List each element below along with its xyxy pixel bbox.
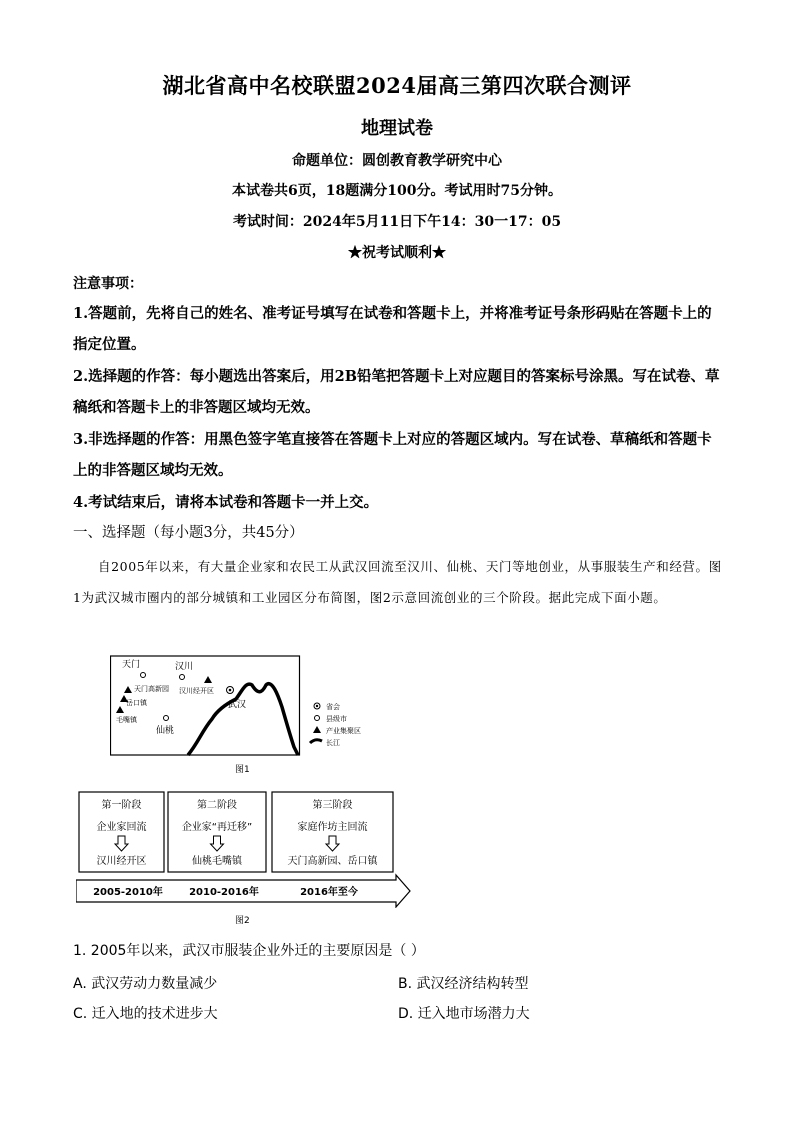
stage-3-name: 第三阶段 <box>312 800 353 811</box>
section-heading: 一、选择题（每小题3分，共45分） <box>73 525 304 541</box>
exam-info: 本试卷共6页，18题满分100分。考试用时75分钟。 <box>232 183 562 199</box>
label-hanchuan-zone: 汉川经开区 <box>179 687 214 695</box>
author-unit: 命题单位：圆创教育教学研究中心 <box>292 153 502 169</box>
down-arrow-icon <box>326 836 339 851</box>
note-item: 3.非选择题的作答：用黑色签字笔直接答在答题卡上对应的答题区域内。写在试卷、草稿纸和答题卡上的非答题区域均无效。 <box>73 431 712 479</box>
county-city-marker <box>141 673 146 678</box>
label-tianmen-park: 天门高新园 <box>134 685 169 693</box>
notes-heading: 注意事项： <box>73 276 143 292</box>
option-b: B. 武汉经济结构转型 <box>398 976 529 992</box>
legend-river-label: 长江 <box>326 739 340 747</box>
stage-2-dest: 仙桃毛嘴镇 <box>192 856 242 867</box>
note-item: 4.考试结束后，请将本试卷和答题卡一并上交。 <box>73 494 379 511</box>
note-item: 2.选择题的作答：每小题选出答案后，用2B铅笔把答题卡上对应题目的答案标号涂黑。写在试卷、草稿纸和答题卡上的非答题区域均无效。 <box>73 368 720 416</box>
stage-2-period: 2010-2016年 <box>189 887 259 898</box>
label-maozui: 毛嘴镇 <box>116 716 137 724</box>
subject-title: 地理试卷 <box>361 118 433 139</box>
stage-3-action: 家庭作坊主回流 <box>297 822 368 833</box>
label-tianmen: 天门 <box>122 660 141 670</box>
note-item: 1.答题前，先将自己的姓名、准考证号填写在试卷和答题卡上，并将准考证号条形码贴在答题卡上的指定位置。 <box>73 305 712 353</box>
stage-1-box <box>79 792 164 872</box>
stage-3-period: 2016年至今 <box>300 887 358 898</box>
industry-zone-marker <box>116 706 124 713</box>
legend-industry-label: 产业集聚区 <box>326 727 361 735</box>
figure2-stages <box>76 788 416 908</box>
legend-county-label: 县级市 <box>326 715 347 723</box>
stage-1-name: 第一阶段 <box>101 800 142 811</box>
provincial-capital-marker-dot <box>229 689 232 692</box>
option-d: D. 迁入地市场潜力大 <box>398 1006 530 1022</box>
stage-1-period: 2005-2010年 <box>93 887 163 898</box>
legend-county-symbol <box>315 716 320 721</box>
industry-zone-marker <box>124 686 132 693</box>
good-luck-line: ★祝考试顺利★ <box>348 245 446 261</box>
down-arrow-icon <box>115 836 128 851</box>
legend-industry-symbol <box>313 726 321 733</box>
stage-2-box <box>168 792 266 872</box>
label-wuhan: 武汉 <box>228 700 247 710</box>
figure1-map <box>110 655 410 780</box>
option-a: A. 武汉劳动力数量减少 <box>73 976 218 992</box>
legend-capital-label: 省会 <box>326 703 340 711</box>
label-yuekou: 岳口镇 <box>126 699 147 707</box>
exam-title: 湖北省高中名校联盟2024届高三第四次联合测评 <box>162 73 632 98</box>
stage-1-action: 企业家回流 <box>96 822 147 833</box>
stage-1-dest: 汉川经开区 <box>96 856 147 867</box>
stage-3-dest: 天门高新园、岳口镇 <box>287 856 378 867</box>
down-arrow-icon <box>211 836 224 851</box>
label-xiantao: 仙桃 <box>156 726 175 736</box>
stage-2-name: 第二阶段 <box>197 800 237 811</box>
figure2-caption: 图2 <box>235 916 250 926</box>
option-c: C. 迁入地的技术进步大 <box>73 1006 218 1022</box>
stage-2-action: 企业家“再迁移” <box>181 822 253 833</box>
exam-time: 考试时间：2024年5月11日下午14：30一17：05 <box>232 214 562 230</box>
label-hanchuan: 汉川 <box>175 662 194 672</box>
county-city-marker <box>180 675 185 680</box>
reading-passage: 自2005年以来，有大量企业家和农民工从武汉回流至汉川、仙桃、天门等地创业，从事服装生产和经营。图1为武汉城市圈内的部分城镇和工业园区分布简图，图2示意回流创业的三个阶段。据此完成下面小题。 <box>73 559 722 605</box>
legend-river-symbol <box>310 740 322 743</box>
stage-3-box <box>272 792 393 872</box>
question-1-stem: 1. 2005年以来，武汉市服装企业外迁的主要原因是（ ） <box>73 943 425 959</box>
figure1-caption: 图1 <box>235 765 250 775</box>
county-city-marker <box>164 716 169 721</box>
industry-zone-marker <box>204 676 212 683</box>
